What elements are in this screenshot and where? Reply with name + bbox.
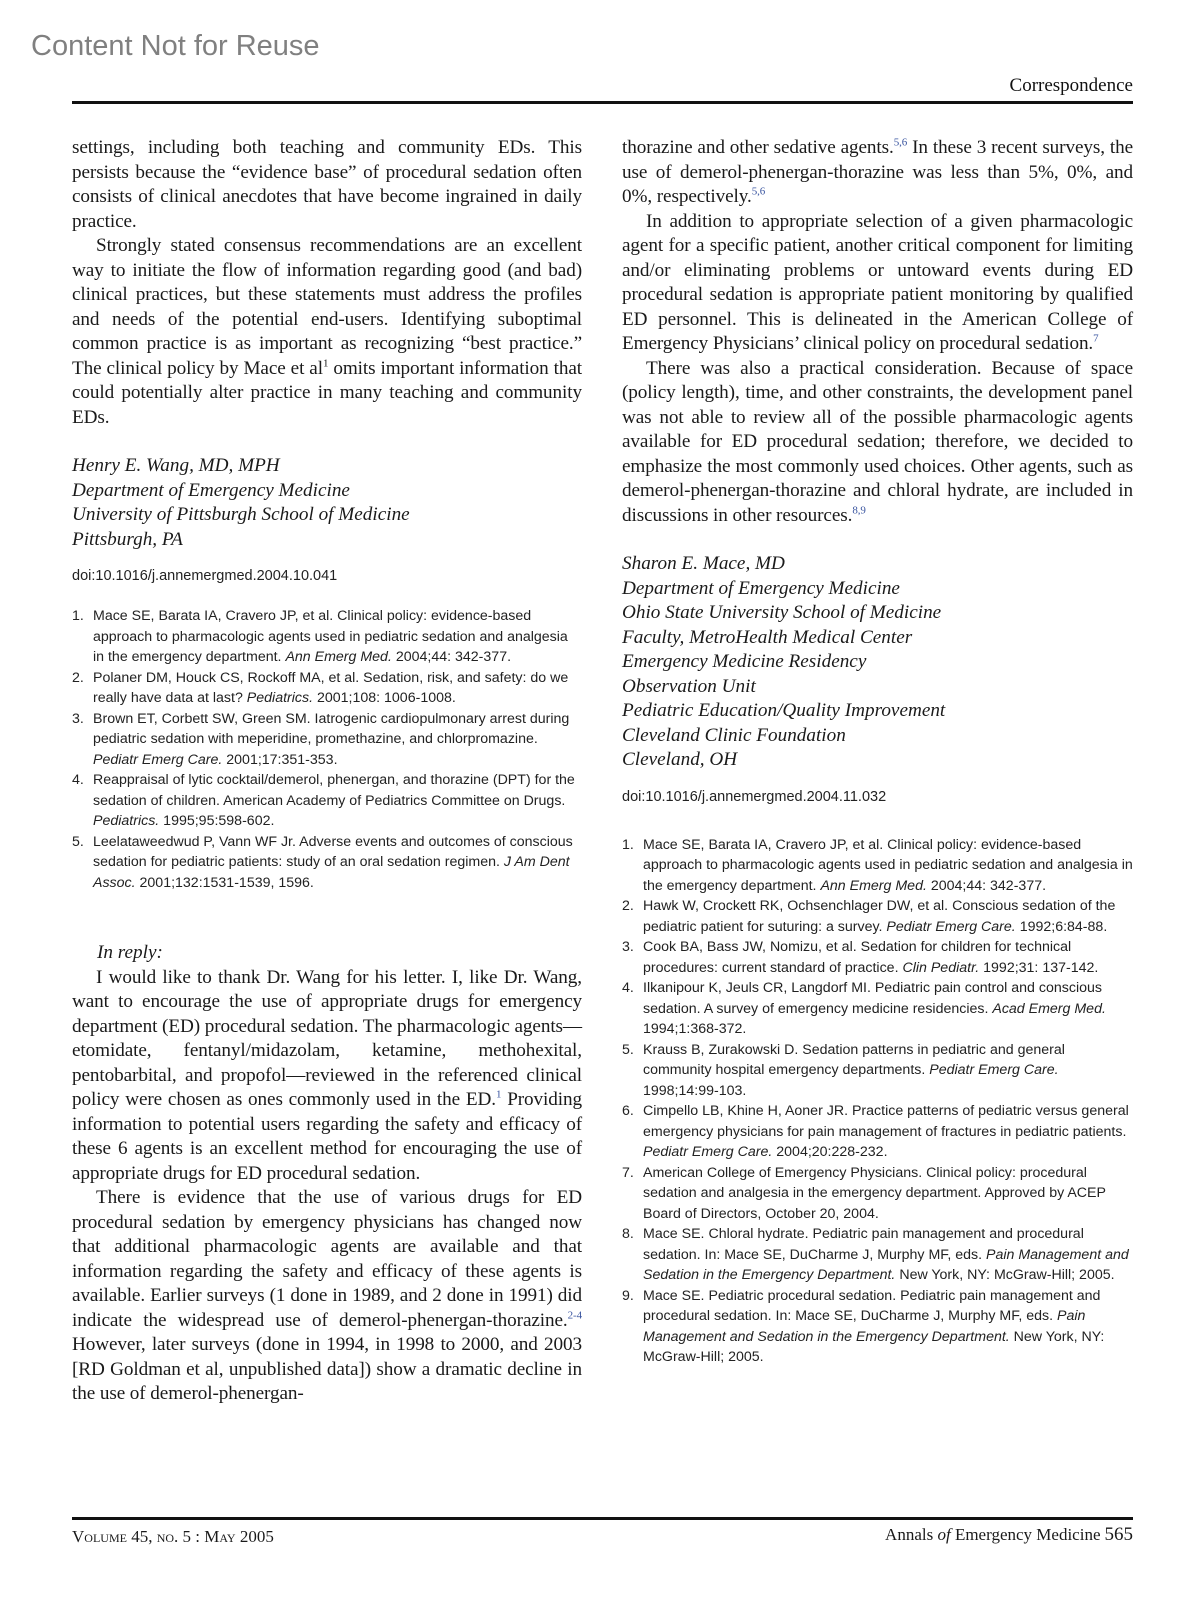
paragraph: settings, including both teaching and community EDs. This persists because the “evidence base” of procedural sedation often consists of clinical anecdotes that have become ingrained in daily practice. bbox=[72, 137, 582, 232]
reference-list bbox=[622, 835, 1133, 1368]
reference-item: 1. Mace SE, Barata IA, Cravero JP, et al. Clinical policy: evidence-based approach to pharmacologic agents used in pediatric sedation and analgesia in the emergency department. Ann Emerg Med. 2004;44: 342-377. bbox=[622, 836, 1133, 894]
reference-item: 6. Cimpello LB, Khine H, Aoner JR. Practice patterns of pediatric versus general emergency physicians for pain management of fractures in pediatric patients. Pediatr Emerg Care. 2004;20:228-232. bbox=[622, 1103, 1129, 1160]
reference-item: 3. Cook BA, Bass JW, Nomizu, et al. Sedation for children for technical procedures: current standard of practice. Clin Pediatr. 1992;31: 137-142. bbox=[622, 939, 1099, 976]
author-signature bbox=[622, 552, 1133, 773]
running-head: Correspondence bbox=[1009, 75, 1133, 96]
author-signature bbox=[72, 454, 582, 552]
left-column bbox=[72, 136, 582, 1407]
reference-item: 1. Mace SE, Barata IA, Cravero JP, et al. Clinical policy: evidence-based approach to pharmacologic agents used in pediatric sedation and analgesia in the emergency department. Ann Emerg Med. 2004;44: 342-377. bbox=[72, 608, 568, 665]
page-number: 565 bbox=[1104, 1524, 1133, 1545]
author-affiliation: Observation Unit bbox=[622, 675, 756, 697]
right-column bbox=[622, 136, 1133, 1368]
letter-body bbox=[72, 136, 582, 430]
paragraph: Strongly stated consensus recommendations are an excellent way to initiate the flow of information regarding good (and bad) clinical practices, but these statements must address the profiles and needs of the potential end-users. Identifying suboptimal common practice is as important as recognizing “best practice.” The clinical policy by Mace et $al^1$ omits important information that could potentially alter practice in many teaching and community EDs. bbox=[72, 235, 583, 428]
author-affiliation: Faculty, MetroHealth Medical Center bbox=[622, 626, 913, 648]
paragraph: In addition to appropriate selection of a given pharmacologic agent for a specific patient, another critical component for limiting and/or eliminating problems or untoward events during ED procedural sedation is appropriate patient monitoring by qualified ED personnel. This is delineated in the American College of Emergency Physicians’ clinical policy on procedural sedation.$^7$ bbox=[622, 210, 1133, 354]
doi: doi:10.1016/j.annemergmed.2004.11.032 bbox=[622, 788, 887, 805]
reference-item: 7. American College of Emergency Physicians. Clinical policy: procedural sedation and analgesia in the emergency department. Approved by ACEP Board of Directors, October 20, 2004. bbox=[622, 1164, 1106, 1222]
reference-item: 4. Reappraisal of lytic cocktail/demerol, phenergan, and thorazine (DPT) for the sedation of children. American Academy of Pediatrics Committee on Drugs. Pediatrics. 1995;95:598-602. bbox=[72, 772, 575, 829]
reply-body bbox=[72, 966, 582, 1407]
author-location: Pittsburgh, PA bbox=[72, 528, 183, 550]
reference-item: 5. Krauss B, Zurakowski D. Sedation patterns in pediatric and general community hospital emergency departments. Pediatr Emerg Care. 1998;14:99-103. bbox=[622, 1041, 1065, 1099]
author-name: Sharon E. Mace, MD bbox=[622, 553, 785, 574]
author-affiliation: Emergency Medicine Residency bbox=[622, 651, 867, 672]
header-rule bbox=[72, 101, 1133, 104]
reference-item: 3. Brown ET, Corbett SW, Green SM. Iatrogenic cardiopulmonary arrest during pediatric sedation with meperidine, promethazine, and chlorpromazine. Pediatr Emerg Care. 2001;17:351-353. bbox=[72, 710, 570, 768]
reference-item: 5. Leelataweedwud P, Vann WF Jr. Adverse events and outcomes of conscious sedation for pediatric patients: study of an oral sedation regimen. J Am Dent Assoc. 2001;132:1531-1539, 1596. bbox=[72, 833, 573, 891]
reference-item: 2. Polaner DM, Houck CS, Rockoff MA, et al. Sedation, risk, and safety: do we really have data at last? Pediatrics. 2001;108: 1006-1008. bbox=[72, 669, 569, 706]
author-affiliation: Department of Emergency Medicine bbox=[622, 577, 900, 599]
author-affiliation: Ohio State University School of Medicine bbox=[622, 602, 942, 623]
author-name: Henry E. Wang, MD, MPH bbox=[72, 455, 280, 476]
watermark: Content Not for Reuse bbox=[31, 30, 320, 62]
footer-volume: Volume 45, no. 5 : May 2005 bbox=[72, 1527, 274, 1546]
paragraph: There was also a practical consideration. Because of space (policy length), time, and other constraints, the development panel was not able to review all of the possible pharmacologic agents available for ED procedural sedation; therefore, we decided to emphasize the most commonly used choices. Other agents, such as demerol-phenergan-thorazine and chloral hydrate, are included in discussions in other resources.$^{8,9}$ bbox=[622, 357, 1133, 526]
footer-journal: Annals of Emergency Medicine 565 bbox=[885, 1524, 1133, 1545]
reference-item: 4. Ilkanipour K, Jeuls CR, Langdorf MI. Pediatric pain control and conscious sedation. A survey of emergency medicine residencies. Acad Emerg Med. 1994;1:368-372. bbox=[622, 980, 1106, 1037]
author-affiliation: Cleveland Clinic Foundation bbox=[622, 724, 846, 746]
paragraph: thorazine and other sedative agents.$^{5,6}$ In these 3 recent surveys, the use of demerol-phenergan-thorazine was less than 5%, 0%, and 0%, respectively.$^{5,6}$ bbox=[622, 136, 1134, 207]
author-location: Cleveland, OH bbox=[622, 749, 738, 770]
reference-list bbox=[72, 606, 582, 893]
paragraph: There is evidence that the use of various drugs for ED procedural sedation by emergency physicians has changed now that additional pharmacologic agents are available and that information regarding the safety and efficacy of these agents is available. Earlier surveys (1 done in 1989, and 2 done in 1991) did indicate the widespread use of demerol-phenergan-thorazine.$^{2-4}$ However, later surveys (done in 1994, in 1998 to 2000, and 2003 [RD Goldman et al, unpublished data]) show a dramatic decline in the use of demerol-phenergan- bbox=[72, 1187, 582, 1404]
reference-item: 2. Hawk W, Crockett RK, Ochsenchlager DW, et al. Conscious sedation of the pediatric patient for suturing: a survey. Pediatr Emerg Care. 1992;6:84-88. bbox=[622, 898, 1116, 935]
footer-rule bbox=[72, 1517, 1133, 1520]
reference-item: 9. Mace SE. Pediatric procedural sedation. Pediatric pain management and procedural sedation. In: Mace SE, DuCharme J, Murphy MF, eds. Pain Management and Sedation in the Emergency Department. New York, NY: McGraw-Hill; 2005. bbox=[622, 1287, 1105, 1365]
doi: doi:10.1016/j.annemergmed.2004.10.041 bbox=[72, 568, 338, 584]
reply-body-continued bbox=[622, 136, 1133, 528]
author-affiliation: Pediatric Education/Quality Improvement bbox=[622, 700, 946, 721]
author-affiliation: Department of Emergency Medicine bbox=[72, 479, 350, 501]
author-affiliation: University of Pittsburgh School of Medicine bbox=[72, 504, 410, 525]
in-reply-heading: In reply: bbox=[97, 942, 163, 963]
reference-item: 8. Mace SE. Chloral hydrate. Pediatric pain management and procedural sedation. In: Mace SE, DuCharme J, Murphy MF, eds. Pain Management and Sedation in the Emergency Department. New York, NY: McGraw-Hill; 2005. bbox=[622, 1226, 1129, 1283]
paragraph: I would like to thank Dr. Wang for his letter. I, like Dr. Wang, want to encourage the use of appropriate drugs for emergency department (ED) procedural sedation. The pharmacologic agents—etomidate, fentanyl/midazolam, ketamine, methohexital, pentobarbital, and propofol—reviewed in the referenced clinical policy were chosen as ones commonly used in the ED.$^1$ Providing information to potential users regarding the safety and efficacy of these 6 agents is an excellent method for encouraging the use of appropriate drugs for ED procedural sedation. bbox=[72, 966, 582, 1184]
